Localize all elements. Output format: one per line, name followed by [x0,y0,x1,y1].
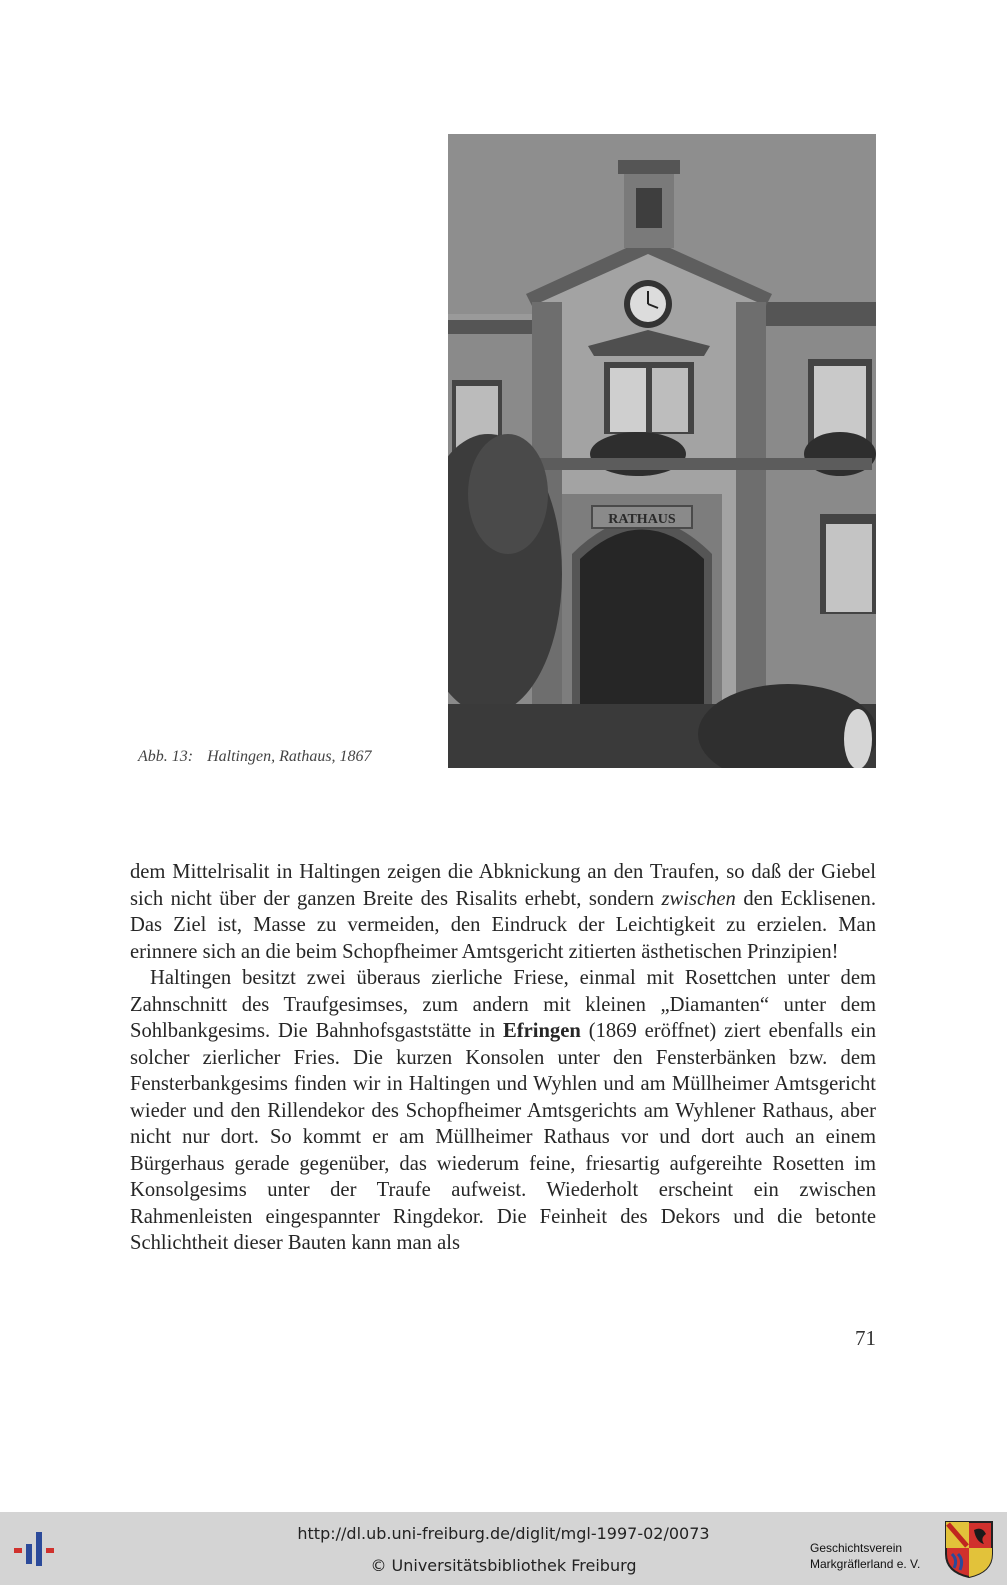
town-hall-photo [448,134,876,768]
emphasis-zwischen: zwischen [661,887,736,910]
footer-bar [0,1512,1007,1585]
society-line-1: Geschichtsverein [810,1541,903,1555]
paragraph-1-part-1: dem Mittelrisalit in Haltingen zeigen die Abknickung an den Traufen, so daß der Giebel sich nicht über der ganzen Breite des Risalits erhebt, sondern [130,861,876,910]
paragraph-2-part-1: Haltingen besitzt zwei überaus zierliche Friese, einmal mit Rosettchen unter dem Zahnschnitt des Traufgesimses, zum andern mit kleinen „Diamanten“ unter dem Sohlbankgesims. Die Bahnhofsgaststätte in [130,967,876,1042]
paragraph-1 [130,859,876,965]
paragraph-1-part-2: den Ecklisenen. Das Ziel ist, Masse zu vermeiden, den Eindruck der Leichtigkeit zu erzielen. Man erinnere sich an die beim Schopfheimer Amtsgericht zitierten ästhetischen Prinzipien! [130,887,877,963]
bold-efringen: Efringen [503,1020,581,1042]
society-line-2: Markgräflerland e. V. [810,1557,921,1571]
page-number: 71 [855,1326,876,1350]
coat-of-arms-icon [944,1520,994,1578]
society-name [810,1540,950,1572]
paragraph-2-part-2: (1869 eröffnet) ziert ebenfalls ein solcher zierlicher Fries. Die kurzen Konsolen unter den Fensterbänken bzw. dem Fensterbankgesims finden wir in Haltingen und Wyhlen und am Müllheimer Amtsgericht wieder und den Rillendekor des Schopfheimer Amtsgerichts am Wyhlener Rathaus, aber nicht nur dort. So kommt er am Müllheimer Rathaus vor und dort auch an einem Bürgerhaus gerade gegenüber, das wiederum feine, friesartig aufgereihte Rosetten im Konsolgesims unter der Traufe aufweist. Wiederholt erscheint ein zwischen Rahmenleisten eingespannter Ringdekor. Die Feinheit des Dekors und die betonte Schlichtheit dieser Bauten kann man als [130,1020,877,1254]
figure-photo [448,134,876,768]
paragraph-2 [130,965,876,1257]
footer-copyright: © Universitätsbibliothek Freiburg [370,1556,637,1575]
footer-url-link[interactable]: http://dl.ub.uni-freiburg.de/diglit/mgl-1997-02/0073 [297,1524,710,1543]
caption-label: Abb. 13: [138,748,194,765]
caption-text: Haltingen, Rathaus, 1867 [207,748,372,765]
figure-caption [138,748,438,766]
portal-sign: RATHAUS [608,512,676,527]
body-text [130,859,876,1257]
